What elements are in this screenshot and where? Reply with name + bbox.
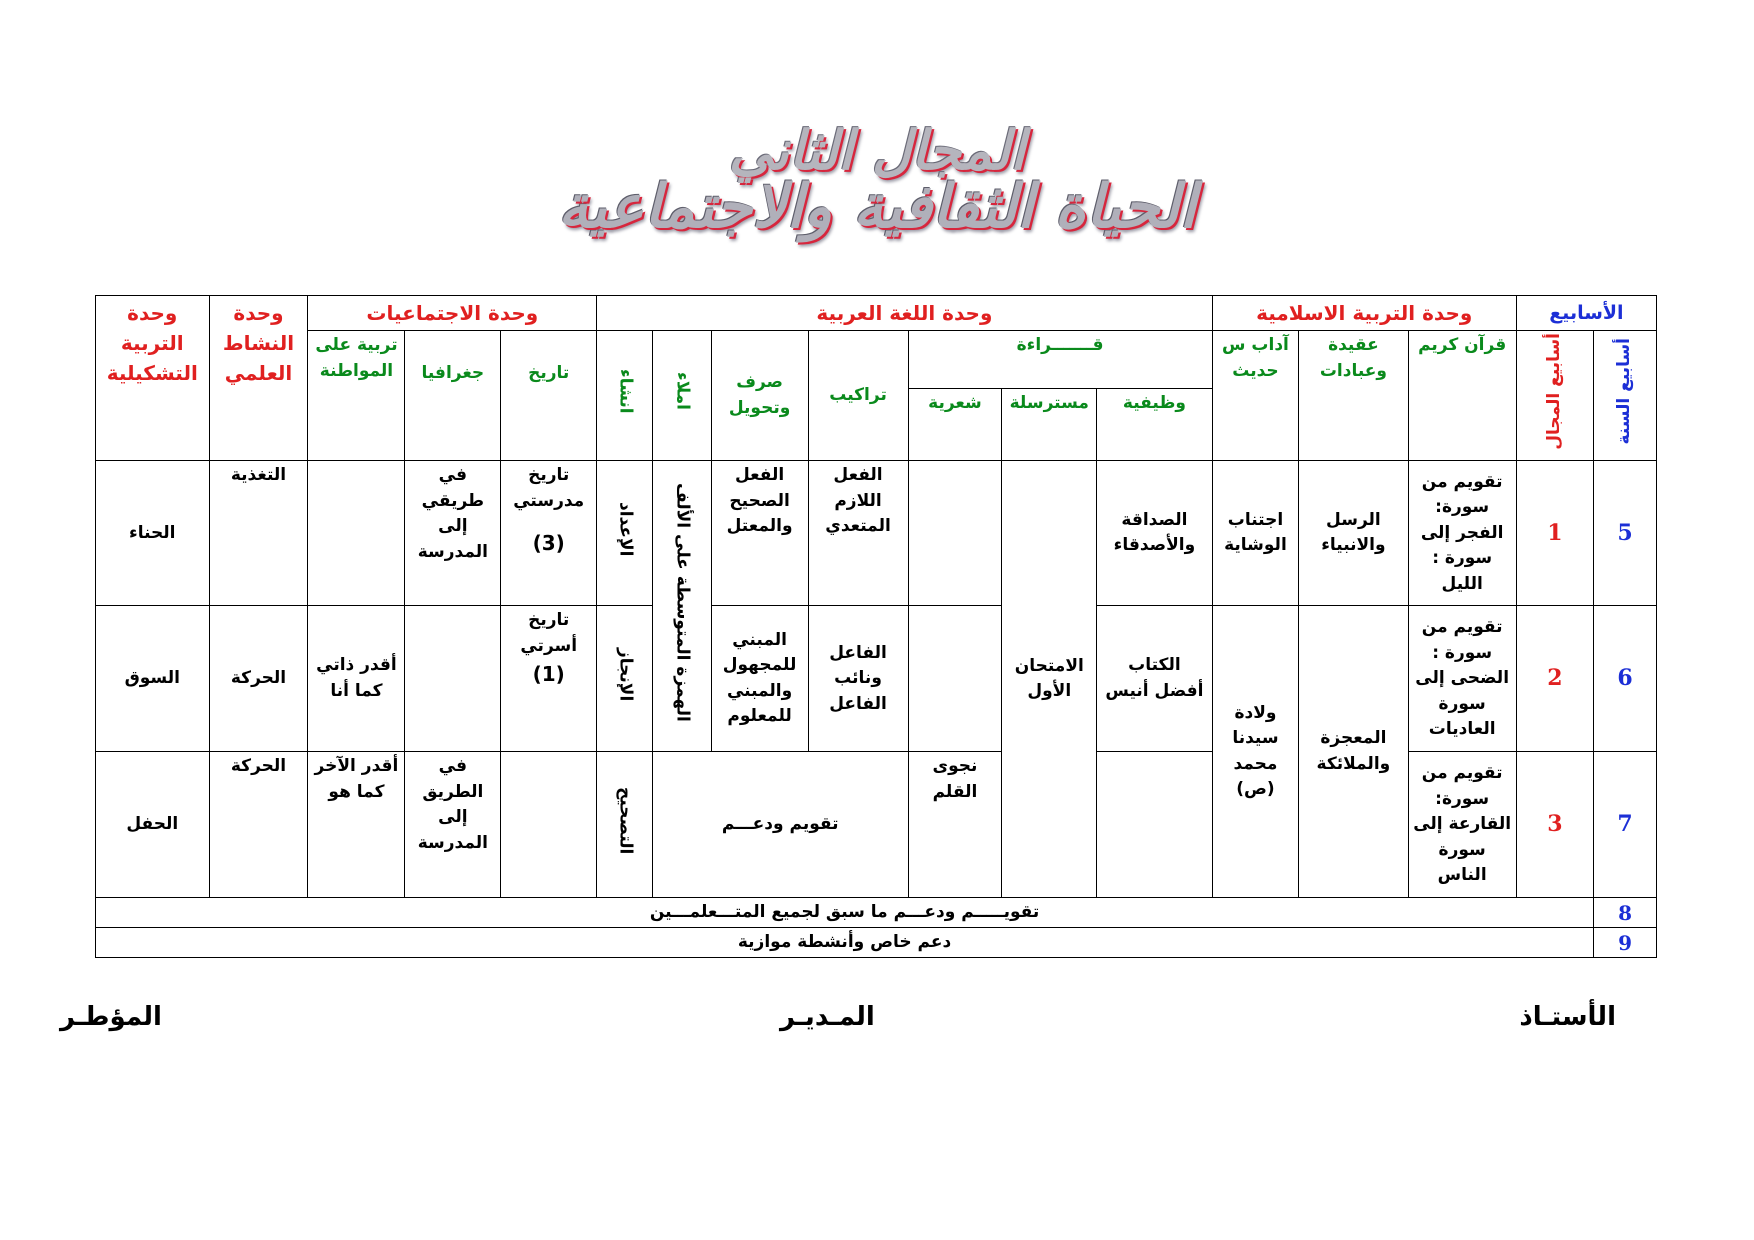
- poetry-cell: [908, 461, 1002, 606]
- art-cell: السوق: [96, 606, 210, 752]
- citizen-header: تربية على المواطنة: [308, 331, 405, 461]
- tarakib-header: تراكيب: [808, 331, 908, 461]
- unit-islamic-header: وحدة التربية الاسلامية: [1212, 296, 1516, 331]
- imlaa-header: املاء: [652, 331, 711, 461]
- adab-header: آداب س حديث: [1212, 331, 1299, 461]
- quran-cell: تقويم من سورة: الفجر إلى سورة : الليل: [1408, 461, 1516, 606]
- functional-cell: [1097, 752, 1212, 898]
- adab-cell-merged: ولادة سيدنا محمد (ص): [1212, 606, 1299, 898]
- art-cell: الحناء: [96, 461, 210, 606]
- week-domain-cell: 3: [1516, 752, 1593, 898]
- sarf-cell: الفعل الصحيح والمعتل: [711, 461, 808, 606]
- science-cell: الحركة: [209, 752, 308, 898]
- science-cell: التغذية: [209, 461, 308, 606]
- poetry-cell: [908, 606, 1002, 752]
- science-cell: الحركة: [209, 606, 308, 752]
- weeks-header: الأسابيع: [1516, 296, 1656, 331]
- citizen-cell: أقدر ذاتي كما أنا: [308, 606, 405, 752]
- title-line-2: الحياة الثقافية والاجتماعية: [557, 172, 1197, 242]
- review-cell: تقويم ودعـــم: [652, 752, 908, 898]
- quran-header: قرآن كريم: [1408, 331, 1516, 461]
- functional-cell: الكتاب أفضل أنيس: [1097, 606, 1212, 752]
- continuous-header: مسترسلة: [1002, 389, 1097, 461]
- unit-art-header: وحدة التربية التشكيلية: [96, 296, 210, 461]
- tarikh-cell: تاريخ أسرتي (1): [501, 606, 597, 752]
- functional-header: وظيفية: [1097, 389, 1212, 461]
- art-cell: الحفل: [96, 752, 210, 898]
- citizen-cell: [308, 461, 405, 606]
- inshaa-cell: التصحيح: [597, 752, 653, 898]
- tarikh-header: تاريخ: [501, 331, 597, 461]
- week-domain-cell: 2: [1516, 606, 1593, 752]
- inshaa-header: انشاء: [597, 331, 653, 461]
- aqida-cell: الرسل والانبياء: [1299, 461, 1408, 606]
- functional-cell: الصداقة والأصدقاء: [1097, 461, 1212, 606]
- week-year-cell: 9: [1594, 928, 1657, 958]
- week-year-header: أسابيع السنة: [1594, 331, 1657, 461]
- unit-social-header: وحدة الاجتماعيات: [308, 296, 597, 331]
- quran-cell: تقويم من سورة: القارعة إلى سورة الناس: [1408, 752, 1516, 898]
- quran-cell: تقويم من سورة : الضحى إلى سورة العاديات: [1408, 606, 1516, 752]
- tarakib-cell: الفعل اللازم المتعدي: [808, 461, 908, 606]
- poetry-cell: نجوى القلم: [908, 752, 1002, 898]
- inshaa-cell: الإنجاز: [597, 606, 653, 752]
- signature-teacher: الأستـاذ: [1519, 1002, 1616, 1032]
- tarikh-cell: [501, 752, 597, 898]
- title-line-1: المجال الثاني: [728, 118, 1026, 182]
- aqida-header: عقيدة وعبادات: [1299, 331, 1408, 461]
- geo-header: جغرافيا: [405, 331, 501, 461]
- adab-cell: اجتناب الوشاية: [1212, 461, 1299, 606]
- poetry-header: شعرية: [908, 389, 1002, 461]
- week-domain-cell: 1: [1516, 461, 1593, 606]
- geo-cell: في الطريق إلى المدرسة: [405, 752, 501, 898]
- geo-cell: في طريقي إلى المدرسة: [405, 461, 501, 606]
- reading-header: قـــــــراءة: [908, 331, 1212, 389]
- footer-row-text: دعم خاص وأنشطة موازية: [96, 928, 1594, 958]
- geo-cell: [405, 606, 501, 752]
- week-year-cell: 8: [1594, 898, 1657, 928]
- week-year-cell: 5: [1594, 461, 1657, 606]
- tarakib-cell: الفاعل ونائب الفاعل: [808, 606, 908, 752]
- signature-director: المـديـر: [780, 1002, 875, 1032]
- schedule-table: [95, 295, 1657, 958]
- continuous-cell-merged: الامتحان الأول: [1002, 461, 1097, 898]
- imlaa-cell-merged: الهمزة المتوسطة على الألف: [652, 461, 711, 752]
- footer-row-text: تقويـــــم ودعـــم ما سبق لجميع المتـــعلمـــين: [96, 898, 1594, 928]
- sarf-header: صرف وتحويل: [711, 331, 808, 461]
- unit-science-header: وحدة النشاط العلمي: [209, 296, 308, 461]
- aqida-cell-merged: المعجزة والملائكة: [1299, 606, 1408, 898]
- unit-arabic-header: وحدة اللغة العربية: [597, 296, 1213, 331]
- citizen-cell: أقدر الآخر كما هو: [308, 752, 405, 898]
- sarf-cell: المبني للمجهول والمبني للمعلوم: [711, 606, 808, 752]
- week-year-cell: 7: [1594, 752, 1657, 898]
- tarikh-cell: تاريخ مدرستي (3): [501, 461, 597, 606]
- signature-supervisor: المؤطـر: [60, 1002, 162, 1032]
- week-domain-header: أسابيع المجال: [1516, 331, 1593, 461]
- inshaa-cell: الإعداد: [597, 461, 653, 606]
- week-year-cell: 6: [1594, 606, 1657, 752]
